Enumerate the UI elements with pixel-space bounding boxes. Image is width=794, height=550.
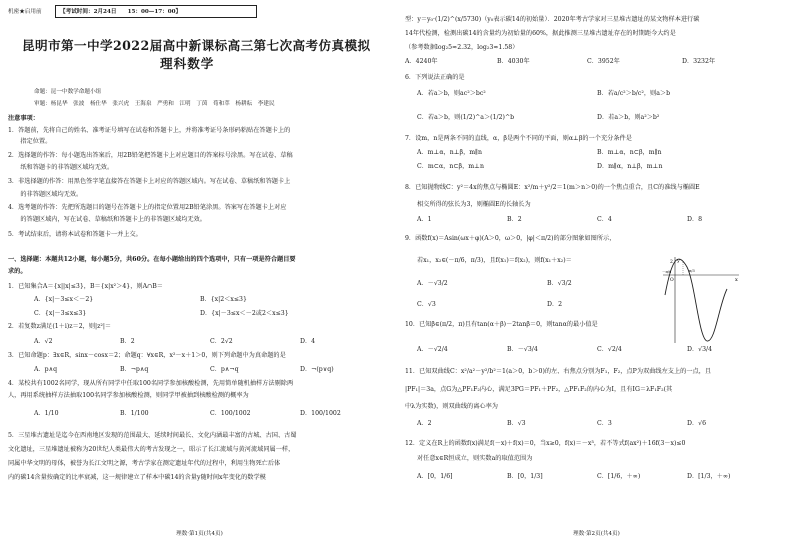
note-item: 纸和答题卡的非答题区域均无效。 (8, 164, 114, 171)
note-item: 5．考试结束后，请将本试卷和答题卡一并上交。 (8, 231, 142, 238)
graph-x-label: x (735, 277, 738, 283)
option: A．p∧q (34, 366, 58, 373)
secret-label: 机密★启用前 (8, 9, 42, 15)
question-stem-3: 同属中华文明的母体，被誉为长江文明之源，考古学家在测定遗址年代的过程中，利用生物死亡后体 (8, 460, 281, 467)
option: B．若a/c²＞b/c²，则a＞b (597, 90, 671, 97)
question-stem: 10．已知β∈(π/2，π)且有tan(α＋β)－2tanβ＝0，则tanα的最小值是 (405, 321, 598, 328)
option: D．m∥α，n⊥β，m⊥n (597, 163, 663, 170)
graph-right-label: π/3 (689, 269, 695, 273)
question-stem-2: 相交所得的弦长为3，则椭圆E的长轴长为 (417, 201, 531, 208)
question-stem: 1．已知集合A＝{x||x|≤3}，B＝{x|x²＞4}，则A∩B＝ (8, 283, 163, 290)
question-stem-2: 文化遗址，三星堆遗址被称为20世纪人类最伟大的考古发现之一，昭示了长江流域与黄河流域同属一样， (8, 446, 295, 453)
option: C．4 (597, 216, 612, 223)
option: D．若a＞b，则a²＞b² (597, 114, 660, 121)
option: D．√6 (687, 420, 707, 427)
title-line1: 昆明市第一中学2022届高中新课标高三第七次高考仿真模拟 (22, 38, 371, 53)
option: B．4030年 (497, 58, 530, 65)
question-stem: 9．函数f(x)＝Asin(ωx＋φ)(A＞0，ω＞0，|φ|＜π/2)的部分图象如图所示， (405, 235, 616, 242)
option: A．m⊥α，n⊥β，m∥n (417, 149, 482, 156)
page-right (397, 0, 794, 550)
question-stem: 7．设m，n是两条不同的直线，α，β是两个不同的平面，则α⊥β的一个充分条件是 (405, 135, 632, 142)
model-text-3: （参考数据log₂5≈2.32，log₂3≈1.58） (405, 44, 519, 51)
option: C．100/1002 (210, 410, 251, 417)
option: D．{x|－3≤x＜－2或2＜x≤3} (200, 310, 289, 317)
question-stem: 5．三星堆古遗址是迄今在西南地区发现的范围最大、延续时间最长、文化内涵最丰富的古城、古国、古蜀 (8, 432, 297, 439)
note-item: 的答题区域内，写在试卷、草稿纸和答题卡上的非答题区域均无效。 (8, 216, 206, 223)
option: A．√2 (34, 338, 53, 345)
section-heading: 一、选择题：本题共12小题，每小题5分，共60分。在每小题给出的四个选项中，只有一项是符合题目要 (8, 256, 296, 263)
option: D．¬(p∨q) (300, 366, 334, 373)
option: D．8 (687, 216, 703, 223)
author-reviewers: 审题：杨昆华 张波 杨仕华 张兴虎 王海泉 严勇和 江明 丁茵 荀和萃 杨耕耘 李建民 (34, 101, 275, 107)
question-stem-3: 中λ为实数)，则双曲线的离心率为 (405, 403, 498, 410)
option: B．1/100 (120, 410, 149, 417)
section-heading-2: 求的。 (8, 268, 27, 275)
note-item: 指定位置。 (8, 138, 52, 145)
question-stem-4: 内的碳14含量按确定的比率衰减，这一规律建立了样本中碳14的含量y随时间x年变化的数学模 (8, 474, 266, 481)
option: C．√3 (417, 301, 436, 308)
option: A．{x|－3≤x＜－2} (34, 296, 94, 303)
option: A．1/10 (34, 410, 59, 417)
option: A．若a＞b，则ac²＞bc² (417, 90, 486, 97)
option: A．1 (417, 216, 432, 223)
question-stem: 12．定义在R上的函数f(x)满足f(－x)＋f(x)＝0，当x≥0，f(x)＝－x³，若不等式f(ax²)＋16f(3－x)≤0 (405, 440, 686, 447)
option: C．√2/4 (597, 346, 622, 353)
option: C．3 (597, 420, 612, 427)
graph-left-label: －π/6 (662, 270, 672, 274)
question-stem-2: 人，再用系统抽样方法抽取100名同学参加核酸检测，则同学甲被抽到核酸检测的概率为 (8, 392, 249, 399)
option: B．√3 (507, 420, 526, 427)
model-text: 型：y＝y₀·(1/2)^(x/5730)（y₀表示碳14的初始量）．2020年考古学家对三星堆古遗址的某文物样本进行碳 (405, 16, 700, 23)
question-stem: 11．已知双曲线C：x²/a²－y²/b²＝1(a＞0，b＞0)的左、右焦点分别为F₁，F₂，点P为双曲线左支上的一点，且 (405, 368, 712, 375)
title-line2: 理科数学 (160, 56, 215, 71)
option: C．3952年 (587, 58, 620, 65)
note-item: 2．选择题的作答：每小题选出答案后，用2B铅笔把答题卡上对应题目的答案标号涂黑。写在试卷、草稿 (8, 152, 293, 159)
option: C．m⊂α，n⊂β，m⊥n (417, 163, 484, 170)
option: A．2 (417, 420, 432, 427)
question-stem-2: 若x₁，x₂∈(－π/6，π/3)，且f(x₁)＝f(x₂)，则f(x₁＋x₂)＝ (417, 257, 572, 264)
option: B．－√3/4 (507, 346, 538, 353)
option: C．若a＞b，则(1/2)^a＞(1/2)^b (417, 114, 515, 121)
notes-heading: 注意事项： (8, 115, 39, 122)
sine-graph-figure (661, 255, 741, 345)
option: B．¬p∧q (120, 366, 149, 373)
model-text-2: 14年代检测，检测出碳14的含量约为初始量的60%，据此推测三星堆古遗址存在的时期距今大约是 (405, 30, 676, 37)
note-item: 的非答题区域均无效。 (8, 191, 83, 198)
question-stem: 3．已知命题p：∃x∈R，sinx－cosx＝2；命题q：∀x∈R，x²－x＋1＞0，则下列命题中为真命题的是 (8, 352, 286, 359)
question-stem-2: |PF₁|＝3a，点G为△PF₁F₂内心，满足3PG＝PF₁＋PF₂，△PF₁F₂的内心为I，且有IG＝λF₁F₂(其 (405, 386, 673, 393)
option: C．p∧¬q (210, 366, 239, 373)
option: D．[1/3，＋∞) (687, 473, 731, 480)
page-footer: 理数·第2页(共4页) (573, 531, 620, 537)
graph-top-label: 2 (670, 260, 673, 265)
question-stem: 8．已知抛物线C：y²＝4x的焦点与椭圆E：x²/m＋y²/2＝1(m＞n＞0)的一个焦点重合，且C的准线与椭圆E (405, 184, 700, 191)
graph-origin-label: O (670, 278, 674, 283)
question-stem-2: 对任意x∈R恒成立，则实数a的取值范围为 (417, 455, 533, 462)
graph-y-label: y (677, 258, 680, 264)
question-stem: 2．若复数z满足(1＋i)z＝2，则|z²|＝ (8, 323, 112, 330)
option: A．－√3/2 (417, 280, 448, 287)
option: A．[0，1/6] (417, 473, 453, 480)
option: B．{x|2＜x≤3} (200, 296, 247, 303)
sine-curve (665, 259, 727, 341)
option: C．{x|－3≤x≤3} (34, 310, 87, 317)
option: B．[0，1/3] (507, 473, 543, 480)
exam-time: 【考试时间：2月24日 15：00—17：00】 (60, 9, 182, 15)
author-group: 命题：昆一中数学命题小组 (34, 89, 102, 95)
option: D．100/1002 (300, 410, 341, 417)
option: B．2 (507, 216, 522, 223)
option: C．2√2 (210, 338, 233, 345)
option: D．4 (300, 338, 316, 345)
page-footer: 理数·第1页(共4页) (176, 531, 223, 537)
option: D．3232年 (682, 58, 716, 65)
option: B．√3/2 (547, 280, 572, 287)
option: C．[1/6，＋∞) (597, 473, 641, 480)
option: D．2 (547, 301, 563, 308)
question-stem: 4．某校共有1002名同学，现从所有同学中任取100名同学参加核酸检测，先用简单随机抽样方法剔除两 (8, 380, 294, 387)
option: A．－√2/4 (417, 346, 448, 353)
note-item: 3．非选择题的作答：用黑色签字笔直接答在答题卡上对应的答题区域内。写在试卷、草稿纸和答题卡上 (8, 178, 291, 185)
note-item: 1．答题前，先将自己的姓名、准考证号填写在试卷和答题卡上，并将准考证号条形码粘贴在答题卡上的 (8, 127, 291, 134)
option: B．2 (120, 338, 135, 345)
option: B．m⊥α，n⊂β，m∥n (597, 149, 662, 156)
note-item: 4．选考题的作答：先把所选题目的题号在答题卡上的指定位置用2B铅笔涂黑。答案写在答题卡上对应 (8, 204, 287, 211)
question-stem: 6．下列说法正确的是 (405, 74, 465, 81)
option: D．√3/4 (687, 346, 713, 353)
option: A．4240年 (405, 58, 438, 65)
